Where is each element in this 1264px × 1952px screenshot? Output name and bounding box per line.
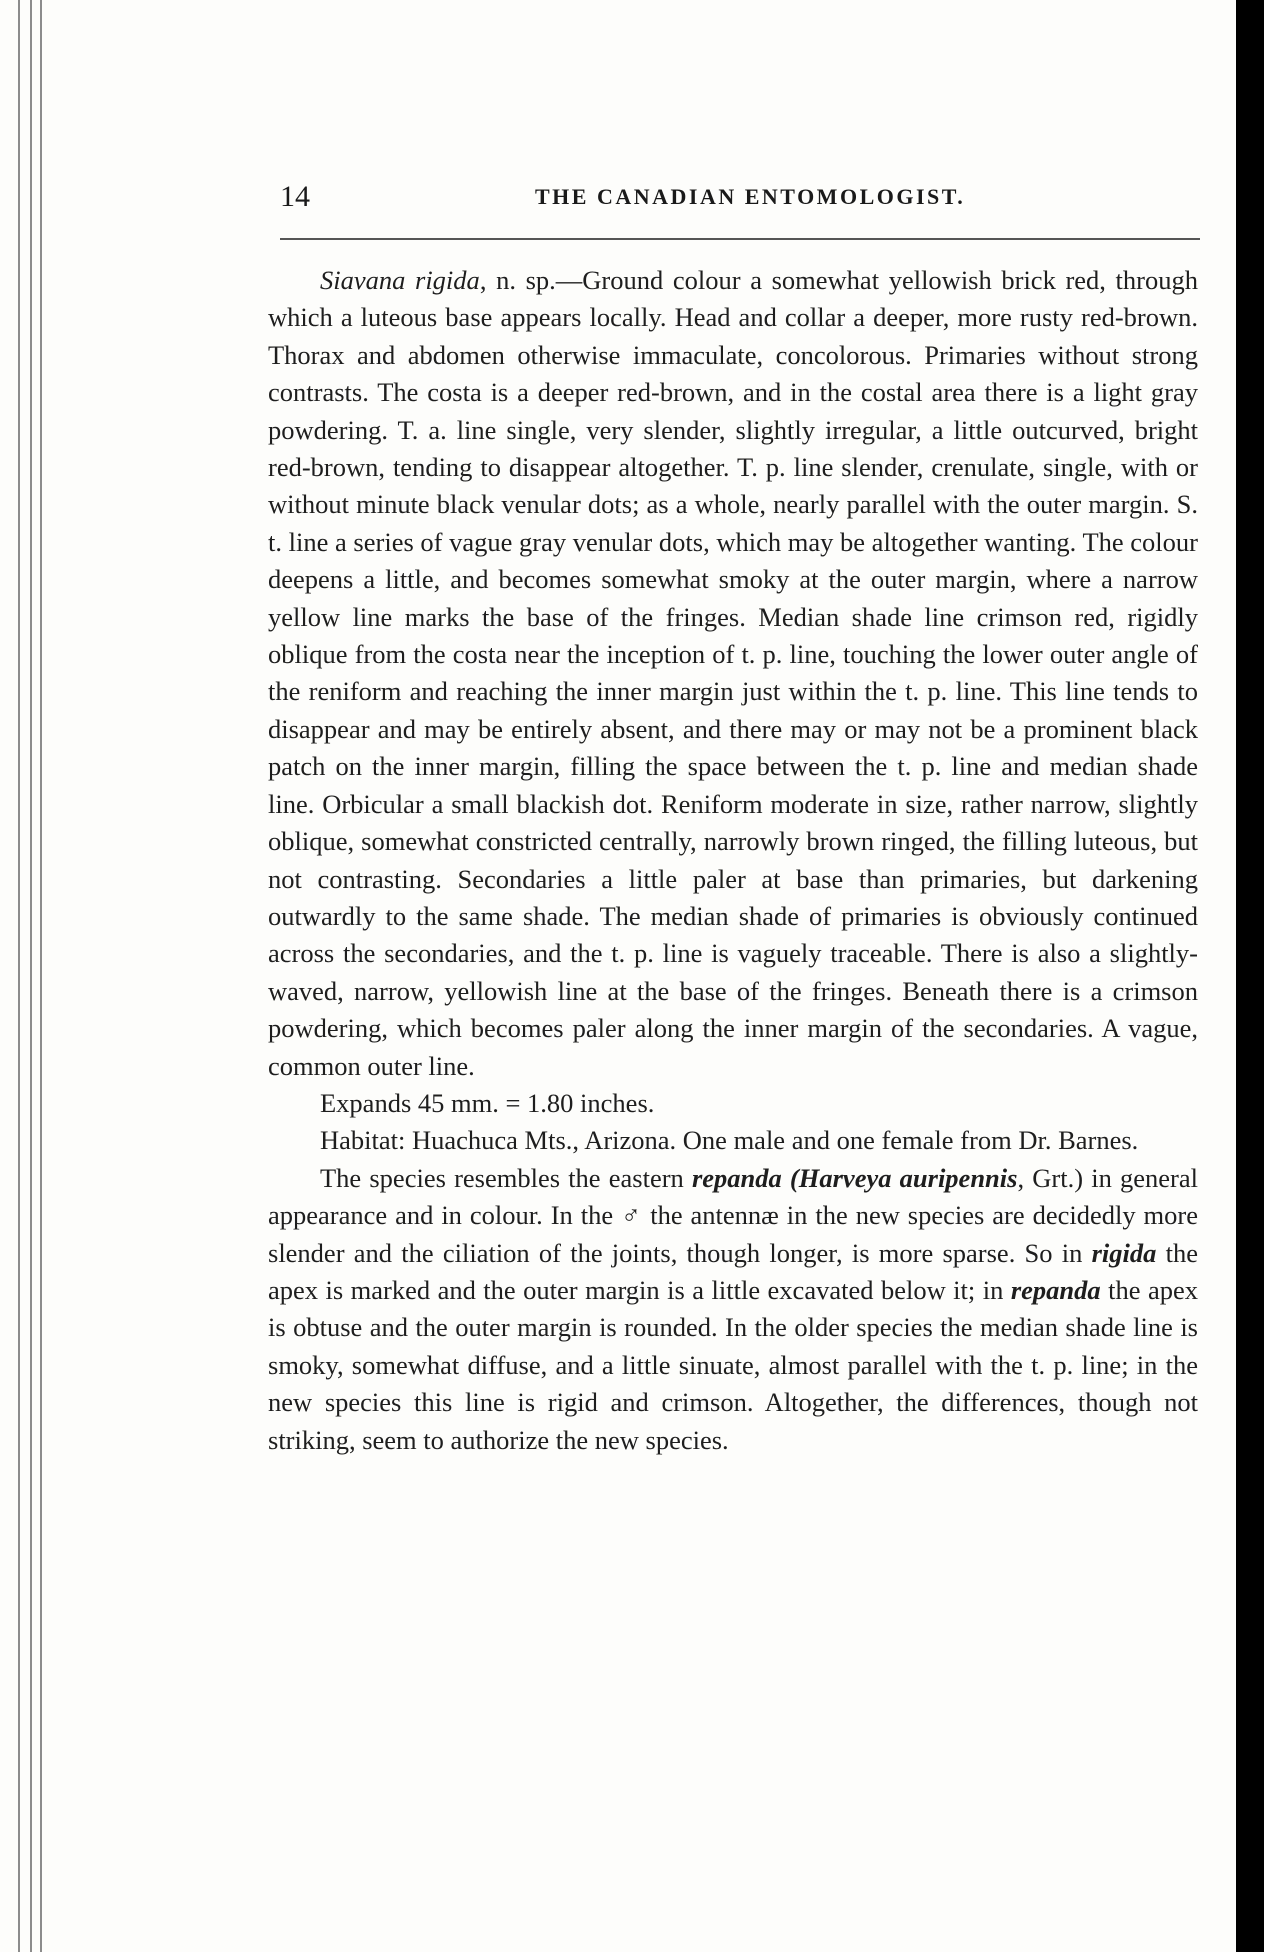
page-edge-line — [30, 0, 32, 1952]
comparison-text: , Grt.) in general appearance and in colour. In the ♂ the antennæ in the new species are decidedly more slender and the ciliation of the joints, though longer, is more sparse. So in — [268, 1162, 1198, 1268]
comparison-text: the apex is obtuse and the outer margin is rounded. In the older species the median shade line is smoky, somewhat diffuse, and a little sinuate, almost parallel with the t. p. line; in the new species this line is rigid and crimson. Altogether, the differences, though not striking, seem to authorize the new species. — [268, 1274, 1198, 1455]
running-title: THE CANADIAN ENTOMOLOGIST. — [535, 184, 966, 209]
comparison-text: the apex is marked and the outer margin is a little excavated below it; in — [268, 1237, 1199, 1305]
species-name: Siavana rigida — [320, 265, 480, 295]
habitat-line: Habitat: Huachuca Mts., Arizona. One male and one female from Dr. Barnes. — [320, 1125, 1139, 1156]
article-body — [268, 262, 1198, 1459]
page-edge-line — [18, 0, 20, 1952]
header-rule — [280, 238, 1200, 240]
page-header — [280, 180, 1180, 224]
expanse-line: Expands 45 mm. = 1.80 inches. — [320, 1087, 655, 1118]
comparison-text: The species resembles the eastern — [320, 1162, 692, 1193]
species-description — [268, 262, 1198, 1085]
page-number: 14 — [280, 180, 310, 213]
species-name-rigida: rigida — [1091, 1237, 1157, 1268]
description-text: , n. sp.—Ground colour a somewhat yellowish brick red, through which a luteous base appears locally. Head and collar a deeper, more rusty red-brown. Thorax and abdomen otherwise immaculate, concolorous. Primaries without strong contrasts. The costa is a deeper red-brown, and in the costal area there is a light gray powdering. T. a. line single, very slender, slightly irregular, a little outcurved, bright red-brown, tending to disappear altogether. T. p. line slender, crenulate, single, with or without minute black venular dots; as a whole, nearly parallel with the outer margin. S. t. line a series of vague gray venular dots, which may be altogether wanting. The colour deepens a little, and becomes somewhat smoky at the outer margin, where a narrow yellow line marks the base of the fringes. Median shade line crimson red, rigidly oblique from the costa near the inception of t. p. line, touching the lower outer angle of the reniform and reaching the inner margin just within the t. p. line. This line tends to disappear and may be entirely absent, and there may or may not be a prominent black patch on the inner margin, filling the space between the t. p. line and median shade line. Orbicular a small blackish dot. Reniform moderate in size, rather narrow, slightly oblique, somewhat constricted centrally, narrowly brown ringed, the filling luteous, but not contrasting. Secondaries a little paler at base than primaries, but darkening outwardly to the same shade. The median shade of primaries is obviously continued across the secondaries, and the t. p. line is vaguely traceable. There is also a slightly-waved, narrow, yellowish line at the base of the fringes. Beneath there is a crimson powdering, which becomes paler along the inner margin of the secondaries. A vague, common outer line. — [268, 265, 1198, 1081]
species-name-repanda: repanda (Harveya auripennis — [691, 1162, 1018, 1193]
species-name-repanda: repanda — [1010, 1274, 1101, 1305]
page-edge-line — [40, 0, 42, 1952]
comparison-paragraph — [268, 1160, 1198, 1459]
scan-border — [1236, 0, 1264, 1952]
